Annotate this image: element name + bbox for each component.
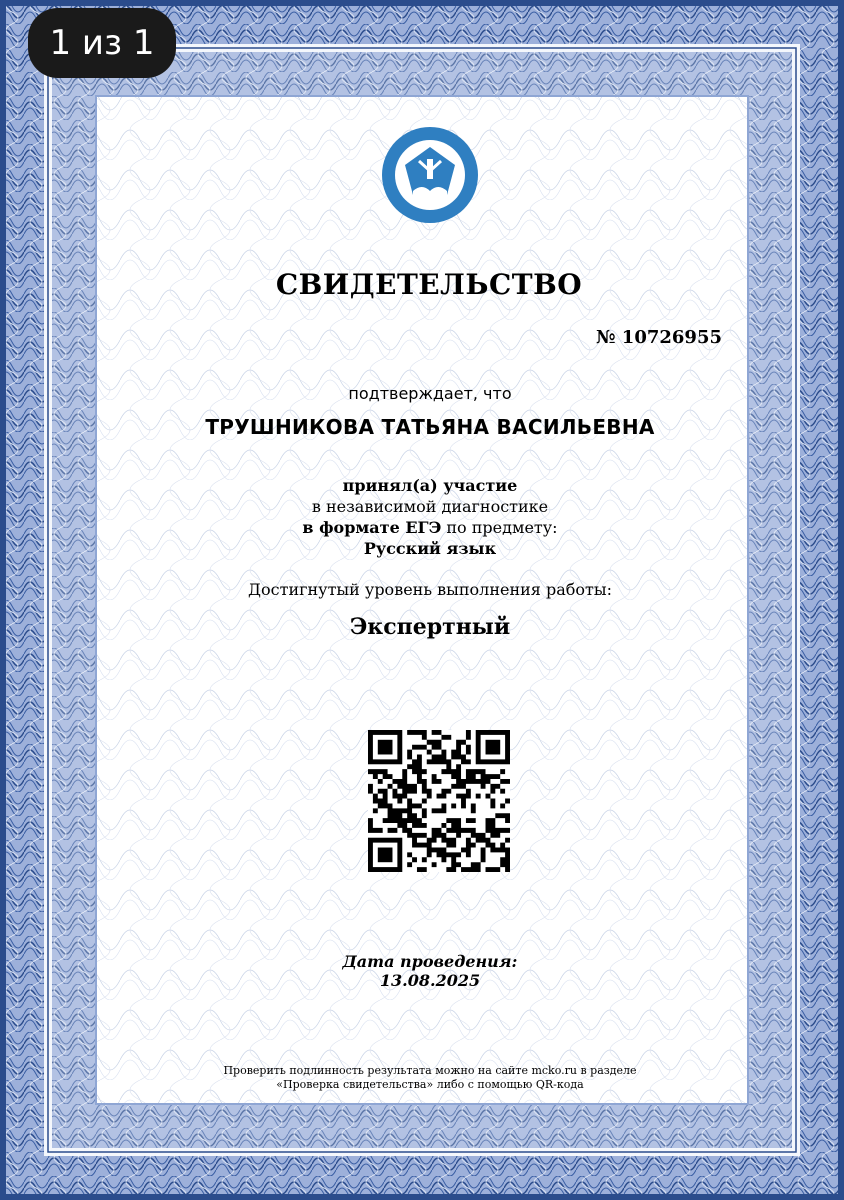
participated-text: принял(а) участие [342,476,518,495]
level-label: Достигнутый уровень выполнения работы: [247,580,612,599]
date-label: Дата проведения: [342,952,518,971]
verification-line-1: Проверить подлинность результата можно на сайте mcko.ru в разделе [223,1064,637,1077]
confirms-text: подтверждает, что [348,384,512,403]
certificate-title: СВИДЕТЕЛЬСТВО [275,268,583,301]
date-value: 13.08.2025 [379,971,481,990]
recipient-name: ТРУШНИКОВА ТАТЬЯНА ВАСИЛЬЕВНА [205,415,655,439]
mcko-logo [377,125,483,225]
page-counter: 1 из 1 [28,8,176,78]
participation-block [0,475,844,559]
verification-line-2: «Проверка свидетельства» либо с помощью QR-кода [276,1078,584,1091]
format-text: в формате ЕГЭ [302,518,442,537]
qr-code [368,730,510,872]
diagnostic-text: в независимой диагностике [311,497,549,516]
certificate-number: № 10726955 [595,327,722,348]
date-block [0,952,844,990]
subject-value: Русский язык [363,539,497,558]
subject-label: по предмету: [441,518,558,537]
verification-note [0,1064,844,1092]
level-value: Экспертный [349,614,511,640]
